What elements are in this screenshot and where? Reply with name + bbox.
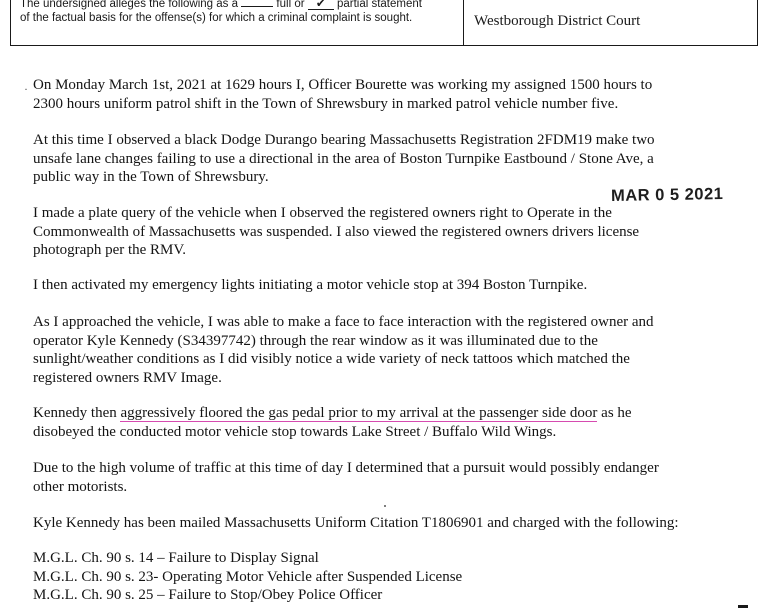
paragraph-vehicle-stop [33,276,753,295]
form-header [10,0,758,46]
full-statement-blank [241,6,273,7]
text-line: unsafe lane changes failing to use a directional in the area of Boston Turnpike Eastbound / Stone Ave, a [33,150,654,167]
text-line [33,404,753,423]
date-received-stamp: MAR 0 5 2021 [610,185,724,205]
court-name: Westborough District Court [474,13,641,29]
charge-item: M.G.L. Ch. 90 s. 14 – Failure to Display Signal [33,550,319,566]
text-line: registered owners RMV Image. [33,369,222,386]
text-line: disobeyed the conducted motor vehicle stop towards Lake Street / Buffalo Wild Wings. [33,423,557,440]
text-fragment: as he [597,405,632,421]
paragraph-approach [33,313,753,387]
stray-mark [384,505,386,507]
text-line: Due to the high volume of traffic at this time of day I determined that a pursuit would possibly endanger [33,460,659,476]
page-corner-mark [738,605,748,608]
certification-text-a: The undersigned alleges the following as a [20,0,239,10]
text-line: I then activated my emergency lights initiating a motor vehicle stop at 394 Boston Turnpike. [33,277,588,293]
certification-text-c: partial statement [336,0,422,10]
paragraph-shift-info [33,76,753,113]
charge-item: M.G.L. Ch. 90 s. 23- Operating Motor Vehicle after Suspended License [33,568,463,585]
certification-text [20,0,422,25]
paragraph-flight [33,404,753,441]
certification-line-2: of the factual basis for the offense(s) for which a criminal complaint is sought. [20,12,413,24]
text-line: sunlight/weather conditions as I did visibly notice a wide variety of neck tattoos which matched the [33,351,630,367]
partial-statement-checkmark: ✔ [308,0,334,10]
charges-list [33,549,753,605]
text-line: public way in the Town of Shrewsbury. [33,169,269,185]
certification-text-b: full or [276,0,305,10]
certification-box [11,0,464,45]
margin-mark: · [24,82,28,96]
text-line: Commonwealth of Massachusetts was suspended. I also viewed the registered owners drivers license [33,223,640,240]
text-line: I made a plate query of the vehicle when I observed the registered owners right to Operate in the [33,205,612,221]
text-line: At this time I observed a black Dodge Durango bearing Massachusetts Registration 2FDM19 make two [33,132,655,148]
text-fragment: Kennedy then [33,405,121,421]
text-line: Kyle Kennedy has been mailed Massachusetts Uniform Citation T1806901 and charged with the following: [33,515,679,531]
paragraph-pursuit-decision [33,459,753,496]
text-line: other motorists. [33,478,128,495]
text-line: operator Kyle Kennedy (S34397742) through the rear window as it was illuminated due to the [33,332,598,349]
text-line: As I approached the vehicle, I was able to make a face to face interaction with the registered owner and [33,314,654,330]
certification-line-1 [20,0,422,11]
text-line: 2300 hours uniform patrol shift in the Town of Shrewsbury in marked patrol vehicle number five. [33,95,619,112]
paragraph-observation [33,131,753,187]
text-line: photograph per the RMV. [33,242,187,258]
paragraph-plate-query [33,204,753,260]
charge-item: M.G.L. Ch. 90 s. 25 – Failure to Stop/Obey Police Officer [33,587,383,603]
paragraph-citation [33,514,753,533]
highlighted-text: aggressively floored the gas pedal prior to my arrival at the passenger side door [120,405,598,421]
text-line: On Monday March 1st, 2021 at 1629 hours I, Officer Bourette was working my assigned 1500 hours to [33,77,653,93]
